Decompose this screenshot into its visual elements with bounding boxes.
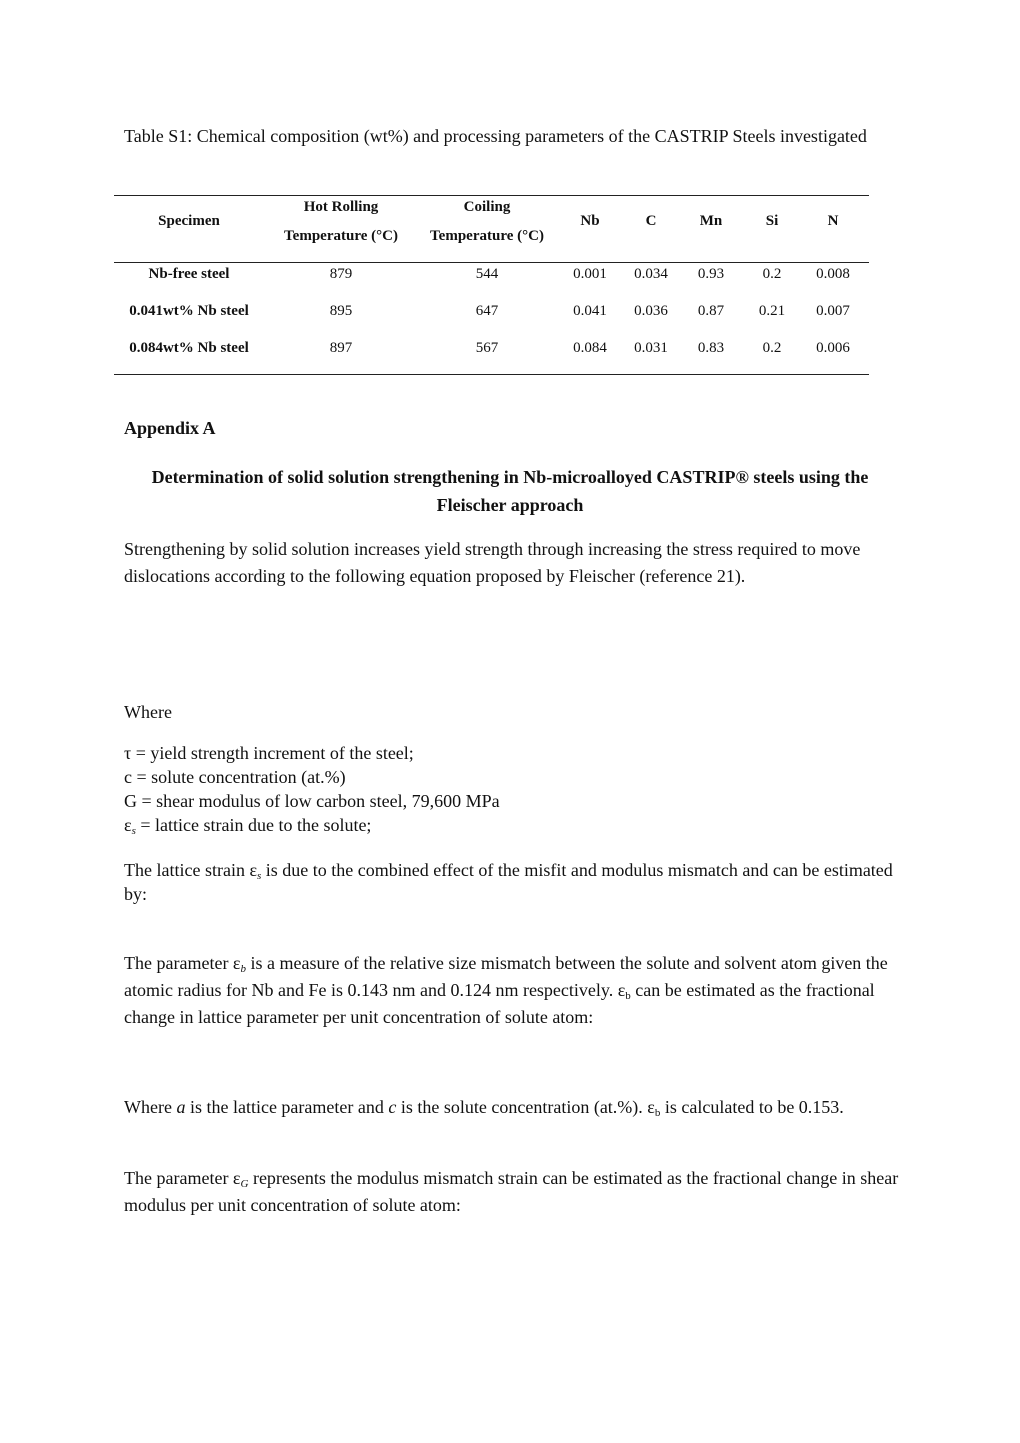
table-top-rule (114, 195, 869, 196)
subscript: b (654, 1107, 661, 1119)
header-c: C (645, 213, 657, 229)
variable-c: c (388, 1097, 397, 1117)
text-span: is due to the combined effect of the misfit and modulus mismatch and can be estimated by: (124, 860, 893, 904)
table-cell-coiling: 544 (475, 266, 499, 282)
table-cell-si: 0.21 (758, 303, 786, 319)
header-coiling-line1: Coiling (463, 199, 511, 215)
table-cell-mn: 0.87 (697, 303, 725, 319)
subscript: s (257, 870, 262, 882)
table-cell-mn: 0.83 (697, 340, 725, 356)
header-specimen: Specimen (158, 213, 220, 229)
table-cell-nb: 0.084 (573, 340, 607, 356)
header-hot-rolling-line2: Temperature (°C) (284, 228, 398, 244)
table-cell-nb: 0.001 (573, 266, 607, 282)
table-cell-hot-rolling: 895 (329, 303, 353, 319)
subscript: b (240, 963, 246, 975)
table-cell-n: 0.007 (816, 303, 850, 319)
where-label: Where (124, 702, 172, 722)
text-span: The parameter ε (124, 1168, 241, 1188)
table-caption: Table S1: Chemical composition (wt%) and processing parameters of the CASTRIP Steels investigated (124, 126, 867, 146)
definitions-list (124, 741, 904, 837)
table-cell-coiling: 567 (475, 340, 499, 356)
header-hot-rolling-line1: Hot Rolling (303, 199, 379, 215)
table-bottom-rule (114, 374, 869, 375)
table-cell-n: 0.008 (816, 266, 850, 282)
appendix-title: Appendix A (124, 418, 216, 438)
table-cell-n: 0.006 (816, 340, 850, 356)
paragraph-modulus-mismatch (124, 1165, 904, 1219)
table-cell-c: 0.031 (634, 340, 668, 356)
text-span: The parameter ε (124, 953, 241, 973)
variable-a: a (176, 1097, 186, 1117)
paragraph-intro: Strengthening by solid solution increases yield strength through increasing the stress required to move dislocations according to the following equation proposed by Fleischer (reference 21). (124, 539, 861, 586)
paragraph-size-mismatch (124, 950, 904, 1031)
header-nb: Nb (580, 213, 600, 229)
table-cell-nb: 0.041 (573, 303, 607, 319)
text-span: The lattice strain ε (124, 860, 258, 880)
text-span: is a measure of the relative size mismatch between the solute and solvent atom given the atomic radius for Nb and Fe is 0.143 nm and 0.124 nm respectively. ε (124, 953, 888, 1000)
epsilon-symbol: ε (124, 815, 132, 835)
text-span: can be estimated as the fractional change in lattice parameter per unit concentration of solute atom: (124, 980, 875, 1027)
epsilon-definition-text: = lattice strain due to the solute; (135, 815, 372, 835)
section-heading: Determination of solid solution strengthening in Nb-microalloyed CASTRIP® steels using the Fleischer approach (151, 467, 869, 515)
text-span: is calculated to be 0.153. (660, 1097, 844, 1117)
text-span: is the lattice parameter and (185, 1097, 389, 1117)
table-cell-c: 0.036 (634, 303, 668, 319)
header-mn: Mn (699, 213, 723, 229)
table-cell-si: 0.2 (762, 340, 782, 356)
table-row-specimen: 0.041wt% Nb steel (129, 303, 249, 319)
definition-g: G = shear modulus of low carbon steel, 79,600 MPa (124, 791, 500, 811)
header-coiling-line2: Temperature (°C) (430, 228, 544, 244)
definition-epsilon (124, 813, 904, 837)
definition-c: c = solute concentration (at.%) (124, 767, 346, 787)
table-header-rule (114, 262, 869, 263)
epsilon-subscript: s (131, 825, 136, 837)
subscript: b (625, 990, 631, 1002)
text-span: is the solute concentration (at.%). ε (396, 1097, 655, 1117)
table-row-specimen: 0.084wt% Nb steel (129, 340, 249, 356)
subscript: G (240, 1178, 249, 1190)
header-n: N (827, 213, 839, 229)
table-cell-hot-rolling: 897 (329, 340, 353, 356)
table-row-specimen: Nb-free steel (148, 266, 230, 282)
definition-tau: τ = yield strength increment of the steel; (124, 743, 414, 763)
table-cell-mn: 0.93 (697, 266, 725, 282)
text-span: Where (124, 1097, 177, 1117)
table-cell-hot-rolling: 879 (329, 266, 353, 282)
text-span: represents the modulus mismatch strain can be estimated as the fractional change in shear modulus per unit concentration of solute atom: (124, 1168, 899, 1215)
paragraph-lattice-strain (124, 858, 904, 906)
header-si: Si (765, 213, 779, 229)
paragraph-lattice-parameter (124, 1094, 904, 1121)
table-cell-si: 0.2 (762, 266, 782, 282)
table-cell-coiling: 647 (475, 303, 499, 319)
table-cell-c: 0.034 (634, 266, 668, 282)
